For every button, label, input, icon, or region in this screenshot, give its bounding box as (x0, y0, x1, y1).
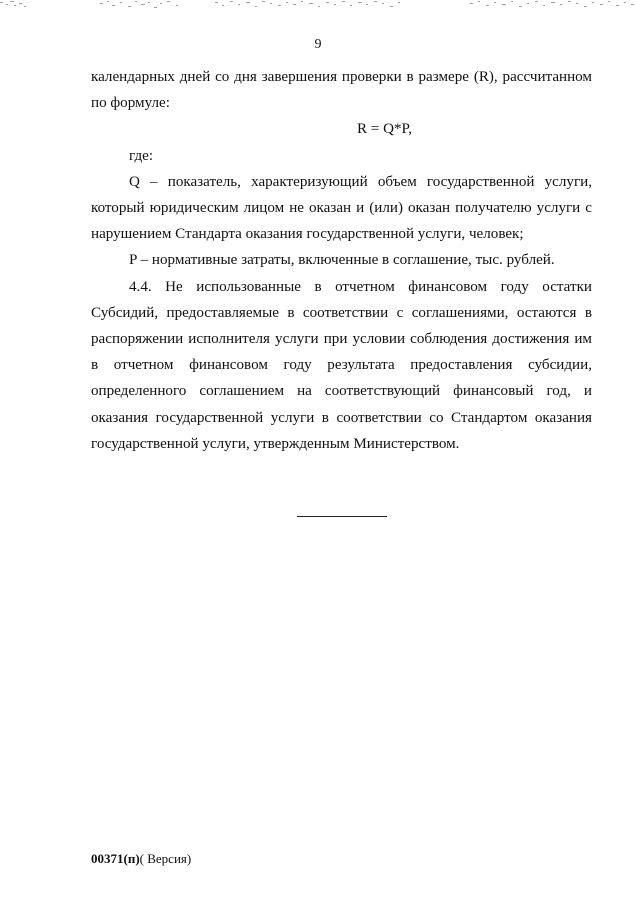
formula: R = Q*P, (356, 121, 413, 138)
q-definition: Q – показатель, характеризующий объем государственной услуги, который юридическим лицом не оказан и (или) оказан получателю услуги с нарушением Стандарта оказания государственной услуги, человек; (91, 173, 592, 243)
footer-code: 00371(п) (91, 851, 140, 866)
page-number: 9 (314, 37, 322, 52)
clause-4-4: 4.4. Не использованные в отчетном финансовом году остатки Субсидий, предоставляемые в соответствии с соглашениями, остаются в распоряжении исполнителя услуги при условии соблюдения достижения им в отчетном финансовом году результата предоставления субсидии, определенного соглашением на соответствующий финансовый год, и оказания государственной услуги в соответствии со Стандартом оказания (91, 278, 592, 426)
paragraph-continuation: календарных дней со дня завершения проверки в размере (R), рассчитанном по формуле: (91, 69, 592, 112)
p-definition: P – нормативные затраты, включенные в соглашение, тыс. рублей. (129, 252, 555, 269)
end-separator-line (297, 516, 387, 517)
footer-version: ( Версия) (139, 851, 192, 866)
document-body (91, 64, 592, 457)
footer-doc-code (91, 851, 191, 867)
where-label: где: (129, 147, 154, 164)
clause-4-4-end: государственной услуги, утвержденным Министерством. (91, 435, 460, 452)
scan-noise-top (0, 0, 636, 14)
